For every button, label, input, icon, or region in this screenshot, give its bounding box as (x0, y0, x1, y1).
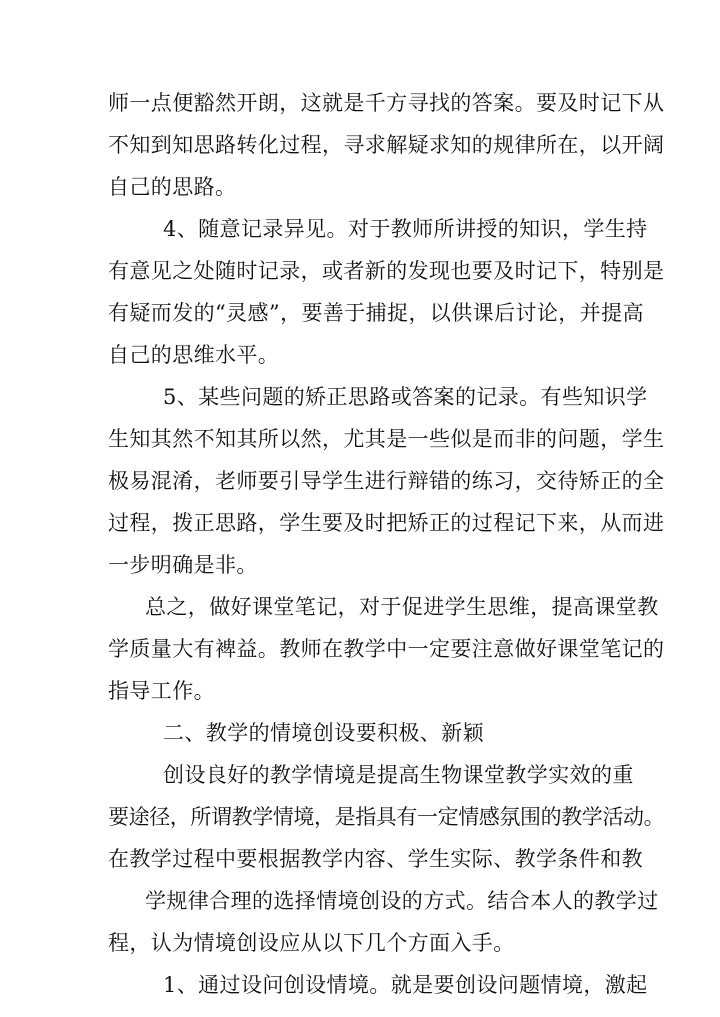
paragraph-line: 5、某些问题的矫正思路或答案的记录。有些知识学 (163, 385, 648, 409)
paragraph-line: 过程，拨正思路，学生要及时把矫正的过程记下来，从而进 (108, 511, 665, 535)
paragraph-line: 一步明确是非。 (108, 553, 258, 577)
paragraph-line: 在教学过程中要根据教学内容、学生实际、教学条件和教 (108, 847, 643, 871)
paragraph-line: 有疑而发的“灵感”，要善于捕捉，以供课后讨论，并提高 (108, 301, 644, 325)
paragraph-line: 不知到知思路转化过程，寻求解疑求知的规律所在，以开阔 (108, 133, 665, 157)
paragraph-line: 学质量大有裨益。教师在教学中一定要注意做好课堂笔记的 (108, 637, 665, 661)
paragraph-line: 总之，做好课堂笔记，对于促进学生思维，提高课堂教 (145, 595, 659, 619)
paragraph-line: 1、通过设问创设情境。就是要创设问题情境，激起 (163, 973, 648, 997)
paragraph-line: 生知其然不知其所以然，尤其是一些似是而非的问题，学生 (108, 427, 665, 451)
paragraph-line: 极易混淆，老师要引导学生进行辩错的练习，交待矫正的全 (108, 469, 665, 493)
paragraph-line: 指导工作。 (108, 679, 215, 703)
paragraph-line: 4、随意记录异见。对于教师所讲授的知识，学生持 (163, 217, 648, 241)
paragraph-line: 学规律合理的选择情境创设的方式。结合本人的教学过 (145, 889, 659, 913)
paragraph-line: 自己的思路。 (108, 175, 237, 199)
paragraph-line: 程，认为情境创设应从以下几个方面入手。 (108, 931, 515, 955)
paragraph-line: 有意见之处随时记录，或者新的发现也要及时记下，特别是 (108, 259, 665, 283)
paragraph-line: 要途径，所谓教学情境，是指具有一定情感氛围的教学活动。 (108, 805, 665, 829)
paragraph-line: 师一点便豁然开朗，这就是千方寻找的答案。要及时记下从 (108, 91, 665, 115)
paragraph-line: 自己的思维水平。 (108, 343, 280, 367)
paragraph-line: 创设良好的教学情境是提高生物课堂教学实效的重 (163, 763, 634, 787)
section-heading: 二、教学的情境创设要积极、新颖 (163, 721, 484, 745)
